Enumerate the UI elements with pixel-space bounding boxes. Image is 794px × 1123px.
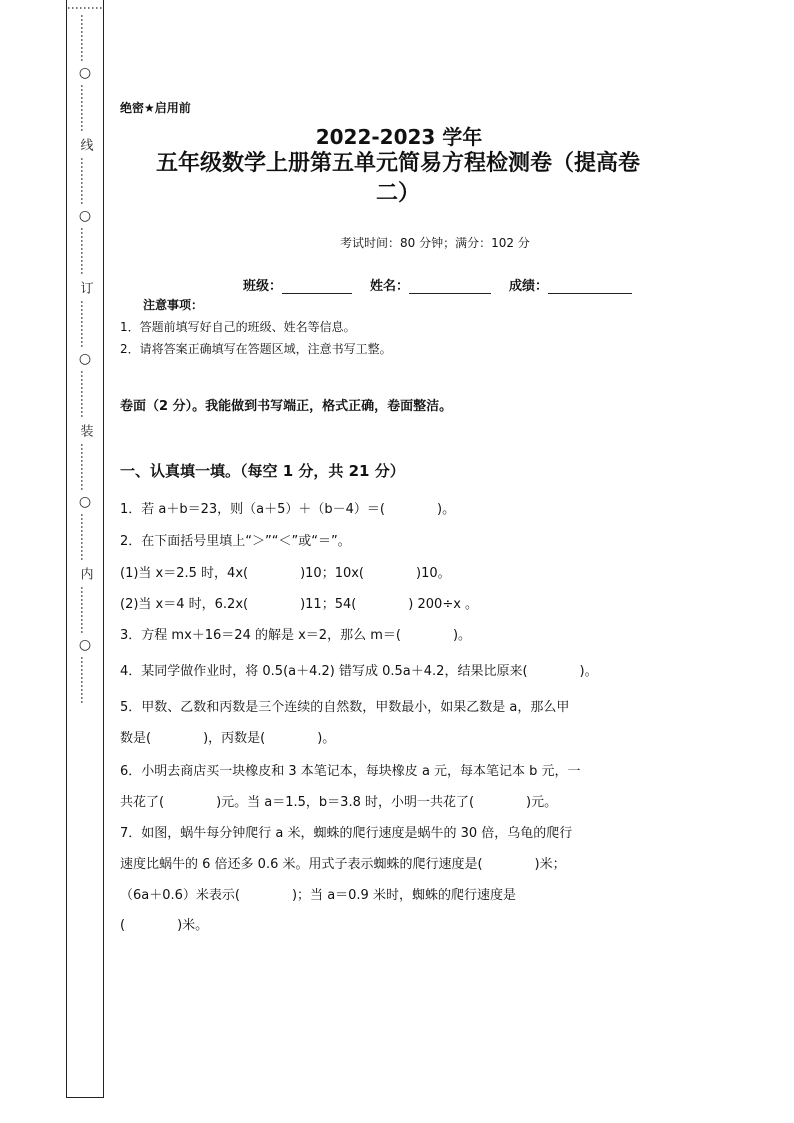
question-line: ( )米。 <box>120 918 209 933</box>
binding-circle: ○ <box>78 494 92 510</box>
name-blank[interactable] <box>409 281 491 294</box>
class-blank[interactable] <box>282 281 352 294</box>
binding-circle: ○ <box>78 65 92 81</box>
question-line: 4．某同学做作业时，将 0.5(a＋4.2) 错写成 0.5a＋4.2，结果比原来( )。 <box>120 664 598 679</box>
binding-dots: ⋮ ⋮ ⋮ <box>66 2 104 14</box>
binding-dots: ………… <box>78 443 92 491</box>
neatness-statement: 卷面（2 分）。我能做到书写端正，格式正确，卷面整洁。 <box>120 399 453 414</box>
section-title: 一、认真填一填。（每空 1 分，共 21 分） <box>120 462 405 480</box>
binding-char-xian: 线 <box>77 138 93 151</box>
class-label: 班级： <box>243 279 283 294</box>
binding-char-nei: 内 <box>77 567 93 580</box>
binding-dots: ………… <box>78 157 92 205</box>
note-item: 2．请将答案正确填写在答题区域，注意书写工整。 <box>120 342 392 356</box>
question-line: 5．甲数、乙数和丙数是三个连续的自然数，甲数最小，如果乙数是 a，那么甲 <box>120 700 570 715</box>
secret-label: 绝密★启用前 <box>120 101 191 115</box>
binding-dots: ………… <box>78 14 92 62</box>
binding-dots: ………… <box>78 656 92 704</box>
class-field[interactable] <box>243 275 352 294</box>
note-item: 1．答题前填写好自己的班级、姓名等信息。 <box>120 320 356 334</box>
binding-circle: ○ <box>78 351 92 367</box>
main-title <box>120 149 676 209</box>
student-info-row <box>243 275 632 294</box>
question-line: 7．如图，蜗牛每分钟爬行 a 米，蜘蛛的爬行速度是蜗牛的 30 倍，乌龟的爬行 <box>120 826 573 841</box>
question-line: 1．若 a＋b＝23，则（a＋5）＋（b－4）＝( )。 <box>120 502 456 517</box>
score-field[interactable] <box>509 275 632 294</box>
name-field[interactable] <box>370 275 491 294</box>
question-line: 共花了( )元。当 a＝1.5，b＝3.8 时，小明一共花了( )元。 <box>120 795 558 810</box>
question-line: （6a＋0.6）米表示( )；当 a＝0.9 米时，蜘蛛的爬行速度是 <box>120 888 516 903</box>
question-line: 6．小明去商店买一块橡皮和 3 本笔记本，每块橡皮 a 元，每本笔记本 b 元，一 <box>120 764 581 779</box>
exam-time: 考试时间：80 分钟；满分：102 分 <box>340 236 530 250</box>
score-label: 成绩： <box>509 279 549 294</box>
binding-dots: ………… <box>78 513 92 561</box>
binding-dots: ………… <box>78 300 92 348</box>
main-title-line-2: 二） <box>375 181 420 206</box>
binding-dots: ………… <box>78 370 92 418</box>
binding-circle: ○ <box>78 637 92 653</box>
question-line: 2．在下面括号里填上“＞”“＜”或“＝”。 <box>120 534 351 549</box>
binding-dots: ………… <box>78 227 92 275</box>
name-label: 姓名： <box>370 279 410 294</box>
binding-circle: ○ <box>78 208 92 224</box>
question-line: 速度比蜗牛的 6 倍还多 0.6 米。用式子表示蜘蛛的爬行速度是( )米； <box>120 857 566 872</box>
question-line: 数是( )，丙数是( )。 <box>120 731 336 746</box>
binding-char-ding: 订 <box>77 281 93 294</box>
question-line: (1)当 x＝2.5 时，4x( )10；10x( )10。 <box>120 566 451 581</box>
notes-title: 注意事项： <box>143 298 204 312</box>
question-line: (2)当 x＝4 时，6.2x( )11；54( ) 200÷x 。 <box>120 597 479 612</box>
question-line: 3．方程 mx＋16＝24 的解是 x＝2，那么 m＝( )。 <box>120 628 472 643</box>
binding-strip <box>66 0 104 1098</box>
binding-dots: ………… <box>78 84 92 132</box>
binding-char-zhuang: 装 <box>77 424 93 437</box>
binding-column <box>67 2 103 1095</box>
year-title: 2022-2023 学年 <box>315 125 483 149</box>
binding-dots: ………… <box>78 586 92 634</box>
score-blank[interactable] <box>548 281 632 294</box>
main-title-line-1: 五年级数学上册第五单元简易方程检测卷（提高卷 <box>155 151 640 176</box>
